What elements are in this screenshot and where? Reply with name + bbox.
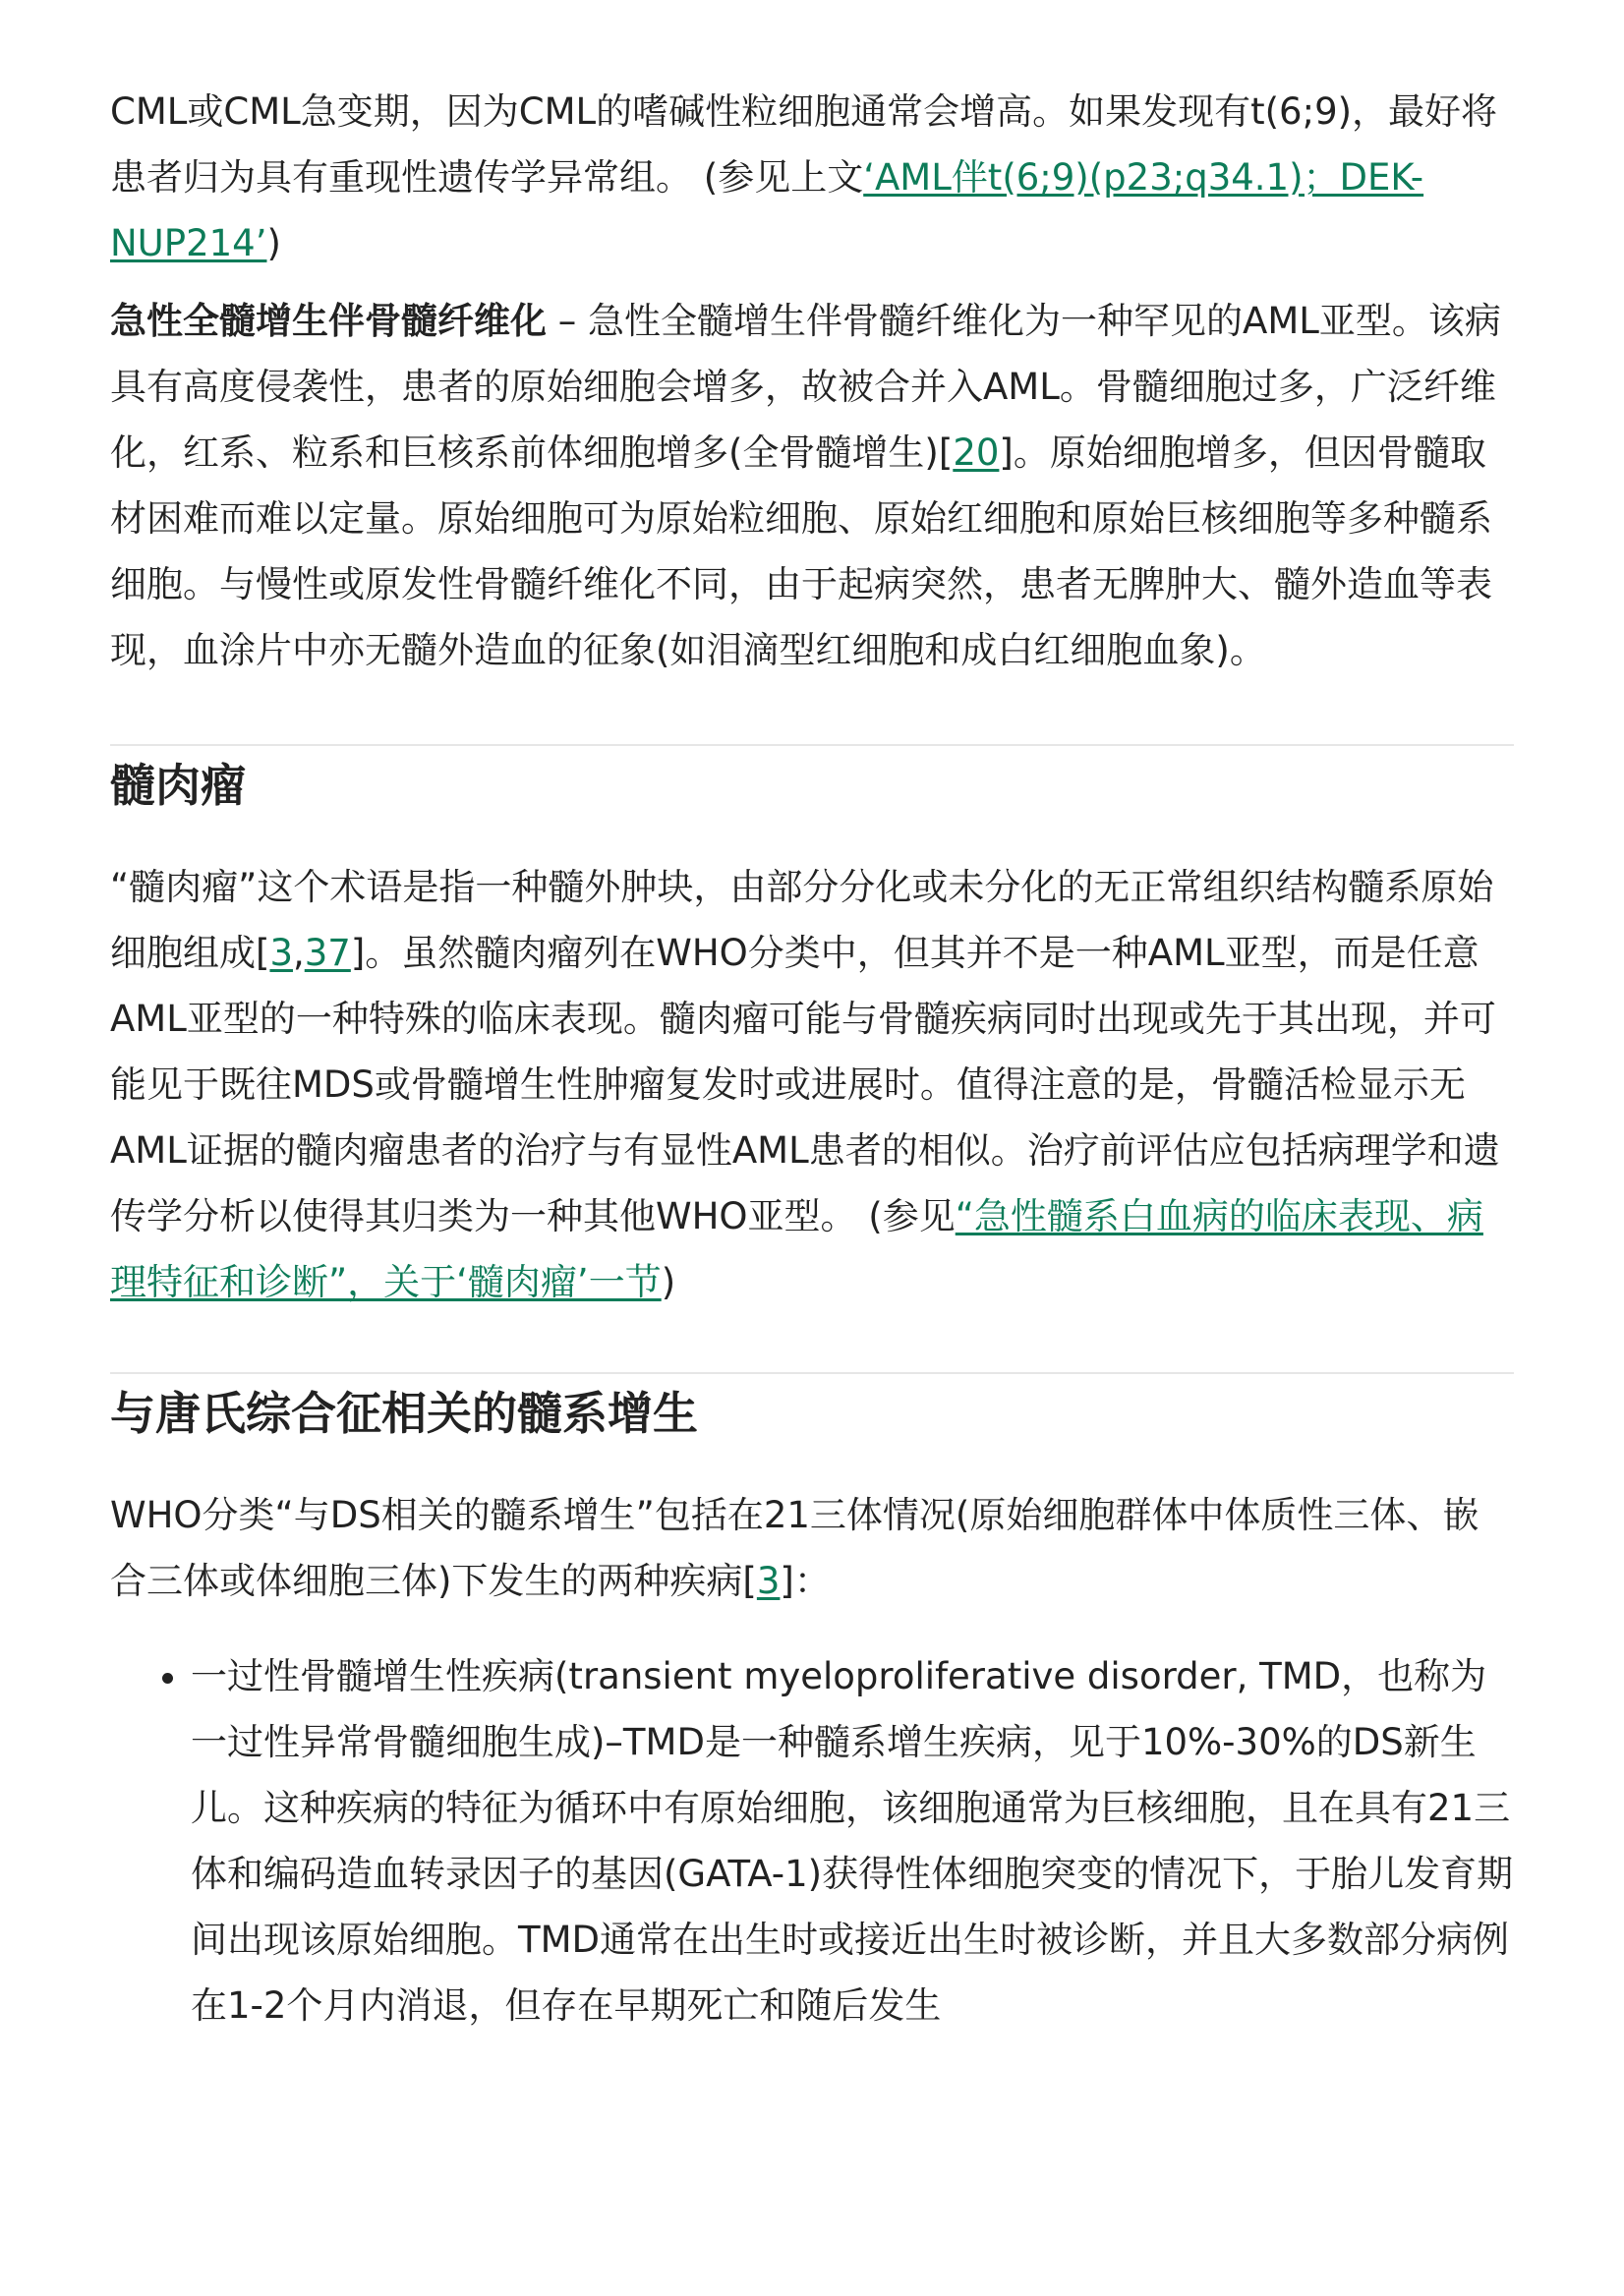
paragraph-text: WHO分类“与DS相关的髓系增生”包括在21三体情况(原始细胞群体中体质性三体、嵌合三体或体细胞三体)下发生的两种疾病[ — [110, 1494, 1479, 1602]
citation-link-3[interactable]: 3 — [756, 1560, 781, 1602]
paragraph-text: ) — [266, 222, 281, 264]
section-heading-myeloid-sarcoma: 髓肉瘤 — [110, 759, 246, 812]
bullet-list — [110, 1643, 1514, 2038]
paragraph-text: “髓肉瘤”这个术语是指一种髓外肿块，由部分分化或未分化的无正常组织结构髓系原始细胞组成[ — [110, 866, 1494, 974]
paragraph-text: ]： — [780, 1560, 831, 1602]
list-item-tmd: • 一过性骨髓增生性疾病(transient myeloproliferative disorder, TMD，也称为一过性异常骨髓细胞生成)–TMD是一种髓系增生疾病，见于10%-30%的DS新生儿。这种疾病的特征为循环中有原始细胞，该细胞通常为巨核细胞，且在具有21三体和编码造血转录因子的基因(GATA-1)获得性体细胞突变的情况下，于胎儿发育期间出现该原始细胞。TMD通常在出生时或接近出生时被诊断，并且大多数部分病例在1-2个月内消退，但存在早期死亡和随后发生 — [191, 1643, 1514, 2038]
paragraph-down-syndrome — [110, 1482, 1514, 1614]
paragraph-text: ) — [661, 1261, 676, 1303]
citation-link-3[interactable]: 3 — [269, 932, 293, 974]
link-aml-t69[interactable]: ‘AML伴t(6;9)(p23;q34.1)；DEK-NUP214’ — [110, 156, 1424, 264]
paragraph-text: – 急性全髓增生伴骨髓纤维化为一种罕见的AML亚型。该病具有高度侵袭性，患者的原始细胞会增多，故被合并入AML。骨髓细胞过多，广泛纤维化，红系、粒系和巨核系前体细胞增多(全骨髓增生)[ — [110, 300, 1501, 474]
term-title: 急性全髓增生伴骨髓纤维化 — [110, 300, 547, 342]
paragraph-cml-t69 — [110, 0, 1514, 276]
section-heading-down-syndrome: 与唐氏综合征相关的髓系增生 — [110, 1387, 698, 1440]
paragraph-panmyelosis — [110, 288, 1514, 683]
paragraph-text: ]。虽然髓肉瘤列在WHO分类中，但其并不是一种AML亚型，而是任意AML亚型的一种特殊的临床表现。髓肉瘤可能与骨髓疾病同时出现或先于其出现，并可能见于既往MDS或骨髓增生性肿瘤复发时或进展时。值得注意的是，骨髓活检显示无AML证据的髓肉瘤患者的治疗与有显性AML患者的相似。治疗前评估应包括病理学和遗传学分析以使得其归类为一种其他WHO亚型。 (参见 — [110, 932, 1500, 1237]
citation-separator: , — [292, 932, 305, 974]
link-aml-clinical-presentation[interactable]: “急性髓系白血病的临床表现、病理特征和诊断”，关于‘髓肉瘤’一节 — [110, 1195, 1483, 1303]
citation-link-37[interactable]: 37 — [304, 932, 351, 974]
citation-link-20[interactable]: 20 — [953, 431, 1000, 474]
paragraph-text: CML或CML急变期，因为CML的嗜碱性粒细胞通常会增高。如果发现有t(6;9)，最好将患者归为具有重现性遗传学异常组。 (参见上文 — [110, 90, 1498, 199]
paragraph-text: ]。原始细胞增多，但因骨髓取材困难而难以定量。原始细胞可为原始粒细胞、原始红细胞和原始巨核细胞等多种髓系细胞。与慢性或原发性骨髓纤维化不同，由于起病突然，患者无脾肿大、髓外造血等表现，血涂片中亦无髓外造血的征象(如泪滴型红细胞和成白红细胞血象)。 — [110, 431, 1492, 671]
paragraph-myeloid-sarcoma — [110, 854, 1514, 1315]
